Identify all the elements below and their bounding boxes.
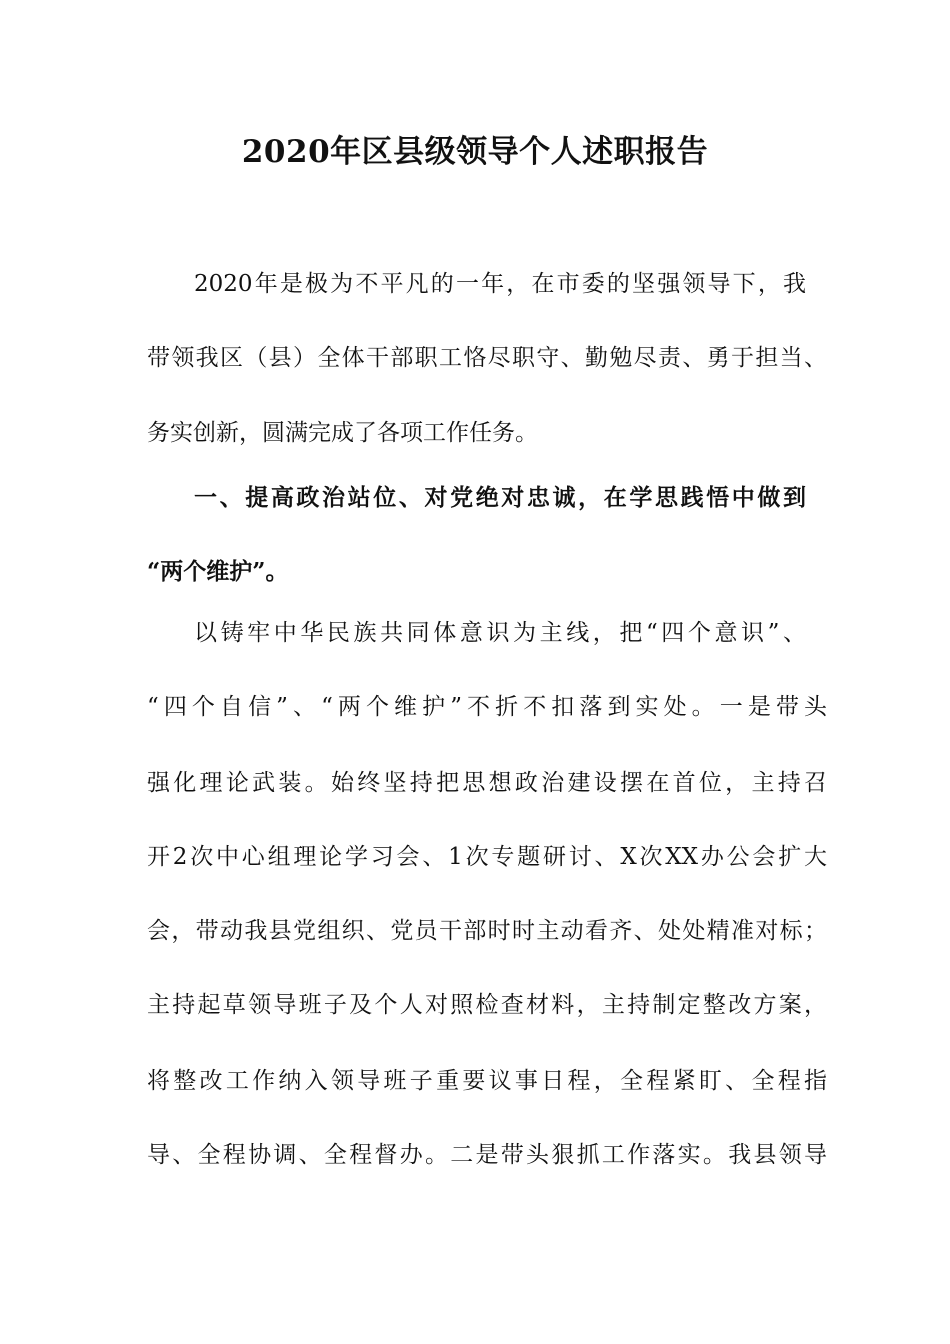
paragraph-2-line-2: “四个自信”、“两个维护”不折不扣落到实处。一是带头 <box>147 694 827 720</box>
section-1-heading-line-2: “两个维护”。 <box>147 558 289 585</box>
paragraph-2-line-6: 主持起草领导班子及个人对照检查材料，主持制定整改方案， <box>147 992 827 1018</box>
paragraph-2-line-5: 会，带动我县党组织、党员干部时时主动看齐、处处精准对标； <box>147 918 827 944</box>
paragraph-2-line-4: 开2次中心组理论学习会、1次专题研讨、X次XX办公会扩大 <box>147 844 827 870</box>
paragraph-2-line-7: 将整改工作纳入领导班子重要议事日程，全程紧盯、全程指 <box>147 1068 827 1094</box>
document-title: 2020年区县级领导个人述职报告 <box>241 134 709 170</box>
section-1-heading-line-1: 一、提高政治站位、对党绝对忠诚，在学思践悟中做到 <box>194 484 806 511</box>
paragraph-1-line-1: 2020年是极为不平凡的一年，在市委的坚强领导下，我 <box>194 271 806 297</box>
paragraph-1-line-2: 带领我区（县）全体干部职工恪尽职守、勤勉尽责、勇于担当、 <box>147 345 827 371</box>
paragraph-2-line-1: 以铸牢中华民族共同体意识为主线，把“四个意识”、 <box>194 620 806 646</box>
paragraph-2-line-3: 强化理论武装。始终坚持把思想政治建设摆在首位，主持召 <box>147 770 827 796</box>
paragraph-2-line-8: 导、全程协调、全程督办。二是带头狠抓工作落实。我县领导 <box>147 1142 827 1168</box>
paragraph-1-line-3: 务实创新，圆满完成了各项工作任务。 <box>147 420 538 446</box>
